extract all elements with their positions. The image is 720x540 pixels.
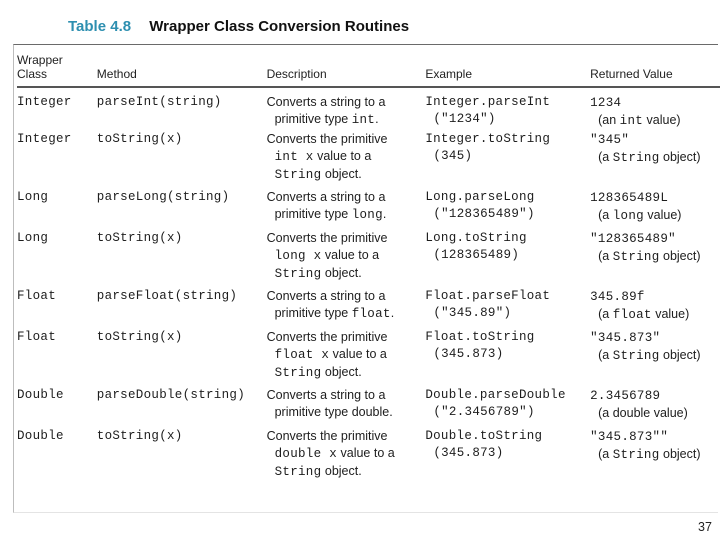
cell-description (267, 329, 426, 387)
code-fragment: int (351, 113, 376, 127)
cell-example (425, 88, 590, 131)
cell-wrapper-class: Integer (17, 132, 72, 146)
returned-line (590, 230, 720, 248)
text-fragment: value to a (329, 347, 387, 361)
description-line (267, 94, 426, 111)
cell-example (425, 428, 590, 486)
text-fragment: value) (643, 208, 682, 222)
code-fragment: String (274, 267, 322, 281)
returned-line (590, 288, 720, 306)
text-fragment: (a (598, 307, 613, 321)
table-row (17, 131, 720, 189)
example-line: ("1234") (433, 112, 496, 126)
text-fragment: primitive type (274, 306, 352, 320)
returned-line (590, 248, 720, 266)
cell-description (267, 88, 426, 131)
cell-wrapper-class: Double (17, 429, 64, 443)
code-fragment: 1234 (590, 96, 622, 110)
returned-line (590, 131, 720, 149)
table-number: Table 4.8 (68, 18, 132, 35)
text-fragment: object) (659, 447, 701, 461)
cell-description (267, 428, 426, 486)
description-line (267, 166, 426, 184)
cell-method: toString(x) (96, 330, 183, 344)
header-description: Description (266, 67, 327, 81)
code-fragment: int x (274, 150, 314, 164)
table-row (17, 88, 720, 131)
cell-method: parseInt(string) (96, 95, 222, 109)
cell-method: parseDouble(string) (96, 388, 246, 402)
cell-method: parseLong(string) (96, 190, 230, 204)
text-fragment: object) (659, 150, 701, 164)
text-fragment: Converts the primitive (266, 429, 388, 443)
cell-returned-value (590, 387, 720, 428)
text-fragment: . (382, 207, 387, 221)
code-fragment: String (274, 168, 322, 182)
code-fragment: 2.3456789 (590, 389, 661, 403)
code-fragment: long (351, 208, 383, 222)
description-line (267, 230, 426, 247)
code-fragment: float (612, 308, 652, 322)
code-fragment: String (274, 366, 322, 380)
returned-line (590, 387, 720, 405)
table-row (17, 230, 720, 288)
header-example: Example (425, 67, 473, 81)
example-line: Long.toString (425, 231, 527, 245)
code-fragment: double x (274, 447, 338, 461)
text-fragment: (a double value) (598, 406, 688, 420)
returned-line (590, 428, 720, 446)
text-fragment: value) (651, 307, 690, 321)
cell-returned-value (590, 131, 720, 189)
returned-line (590, 347, 720, 365)
cell-description (267, 131, 426, 189)
description-line (267, 111, 426, 129)
returned-line (590, 112, 720, 130)
cell-example (425, 387, 590, 428)
returned-line (590, 306, 720, 324)
cell-returned-value (590, 189, 720, 230)
cell-wrapper-class: Float (17, 330, 57, 344)
cell-wrapper-class: Integer (17, 95, 72, 109)
description-line (267, 265, 426, 283)
header-row (17, 49, 720, 87)
cell-example (425, 131, 590, 189)
text-fragment: Converts the primitive (266, 231, 388, 245)
cell-wrapper-class: Long (17, 190, 49, 204)
description-line (267, 329, 426, 346)
cell-method: toString(x) (96, 132, 183, 146)
cell-description (267, 189, 426, 230)
text-fragment: object) (659, 249, 701, 263)
text-fragment: Converts the primitive (266, 330, 388, 344)
code-fragment: String (274, 465, 322, 479)
cell-description (267, 387, 426, 428)
returned-line (590, 207, 720, 225)
example-line: ("2.3456789") (433, 405, 535, 419)
cell-returned-value (590, 428, 720, 486)
code-fragment: String (612, 250, 660, 264)
cell-wrapper-class: Double (17, 388, 64, 402)
example-line: (345) (433, 149, 473, 163)
text-fragment: Converts a string to a (266, 289, 386, 303)
example-line: ("128365489") (433, 207, 535, 221)
description-line (267, 206, 426, 224)
text-fragment: primitive type (274, 112, 352, 126)
header-wrapper-class: Wrapper Class (17, 53, 63, 81)
cell-returned-value (590, 288, 720, 329)
example-line: Double.parseDouble (425, 388, 566, 402)
text-fragment: object. (321, 167, 362, 181)
returned-line (590, 149, 720, 167)
conversion-table (17, 49, 720, 486)
text-fragment: Converts a string to a (266, 190, 386, 204)
returned-line (590, 189, 720, 207)
text-fragment: object) (659, 348, 701, 362)
code-fragment: 345.89f (590, 290, 645, 304)
cell-method: toString(x) (96, 429, 183, 443)
example-line: Long.parseLong (425, 190, 535, 204)
page-number: 37 (698, 520, 712, 534)
text-fragment: (a (598, 249, 613, 263)
example-line: (345.873) (433, 347, 504, 361)
code-fragment: "128365489" (590, 232, 676, 246)
example-line: Double.toString (425, 429, 543, 443)
table-row (17, 329, 720, 387)
cell-method: parseFloat(string) (96, 289, 238, 303)
returned-line (590, 405, 720, 422)
table-title: Wrapper Class Conversion Routines (149, 18, 410, 35)
description-line (267, 346, 426, 364)
text-fragment: (a (598, 447, 613, 461)
header-method: Method (96, 67, 137, 81)
example-line: Float.toString (425, 330, 535, 344)
example-line: ("345.89") (433, 306, 512, 320)
description-line (267, 387, 426, 404)
cell-example (425, 230, 590, 288)
text-fragment: (a (598, 348, 613, 362)
table-row (17, 189, 720, 230)
description-line (267, 463, 426, 481)
cell-description (267, 230, 426, 288)
description-line (267, 131, 426, 148)
table-row (17, 428, 720, 486)
example-line: (345.873) (433, 446, 504, 460)
table-row (17, 288, 720, 329)
description-line (267, 404, 426, 421)
text-fragment: . (390, 306, 395, 320)
code-fragment: String (612, 349, 660, 363)
description-line (267, 247, 426, 265)
code-fragment: String (612, 448, 660, 462)
text-fragment: (a (598, 208, 613, 222)
code-fragment: "345" (590, 133, 630, 147)
example-line: Integer.parseInt (425, 95, 551, 109)
description-line (267, 189, 426, 206)
cell-example (425, 329, 590, 387)
header-returned-value: Returned Value (590, 67, 673, 81)
cell-returned-value (590, 230, 720, 288)
example-line: (128365489) (433, 248, 520, 262)
returned-line (590, 446, 720, 464)
text-fragment: value to a (313, 149, 372, 163)
table-body (17, 88, 720, 486)
text-fragment: Converts a string to a (266, 388, 386, 402)
example-line: Integer.toString (425, 132, 551, 146)
text-fragment: value) (643, 113, 681, 127)
code-fragment: long x (274, 249, 322, 263)
text-fragment: Converts a string to a (266, 95, 386, 109)
text-fragment: primitive type (274, 207, 352, 221)
cell-returned-value (590, 329, 720, 387)
cell-example (425, 288, 590, 329)
code-fragment: "345.873" (590, 331, 661, 345)
text-fragment: (an (598, 113, 620, 127)
code-fragment: 128365489L (590, 191, 669, 205)
description-line (267, 148, 426, 166)
cell-description (267, 288, 426, 329)
text-fragment: object. (321, 464, 362, 478)
cell-example (425, 189, 590, 230)
example-line: Float.parseFloat (425, 289, 551, 303)
description-line (267, 428, 426, 445)
code-fragment: float (351, 307, 391, 321)
cell-wrapper-class: Float (17, 289, 57, 303)
cell-method: toString(x) (96, 231, 183, 245)
code-fragment: long (612, 209, 644, 223)
cell-returned-value (590, 88, 720, 131)
text-fragment: object. (321, 365, 362, 379)
code-fragment: "345.873"" (590, 430, 669, 444)
text-fragment: object. (321, 266, 362, 280)
description-line (267, 364, 426, 382)
returned-line (590, 329, 720, 347)
returned-line (590, 94, 720, 112)
code-fragment: int (619, 114, 644, 128)
text-fragment: . (375, 112, 379, 126)
cell-wrapper-class: Long (17, 231, 49, 245)
table-caption (68, 18, 409, 35)
text-fragment: primitive type double. (274, 405, 393, 419)
description-line (267, 288, 426, 305)
description-line (267, 305, 426, 323)
text-fragment: Converts the primitive (266, 132, 388, 146)
text-fragment: value to a (337, 446, 395, 460)
text-fragment: value to a (321, 248, 380, 262)
code-fragment: String (612, 151, 660, 165)
text-fragment: (a (598, 150, 613, 164)
description-line (267, 445, 426, 463)
code-fragment: float x (274, 348, 330, 362)
table-row (17, 387, 720, 428)
